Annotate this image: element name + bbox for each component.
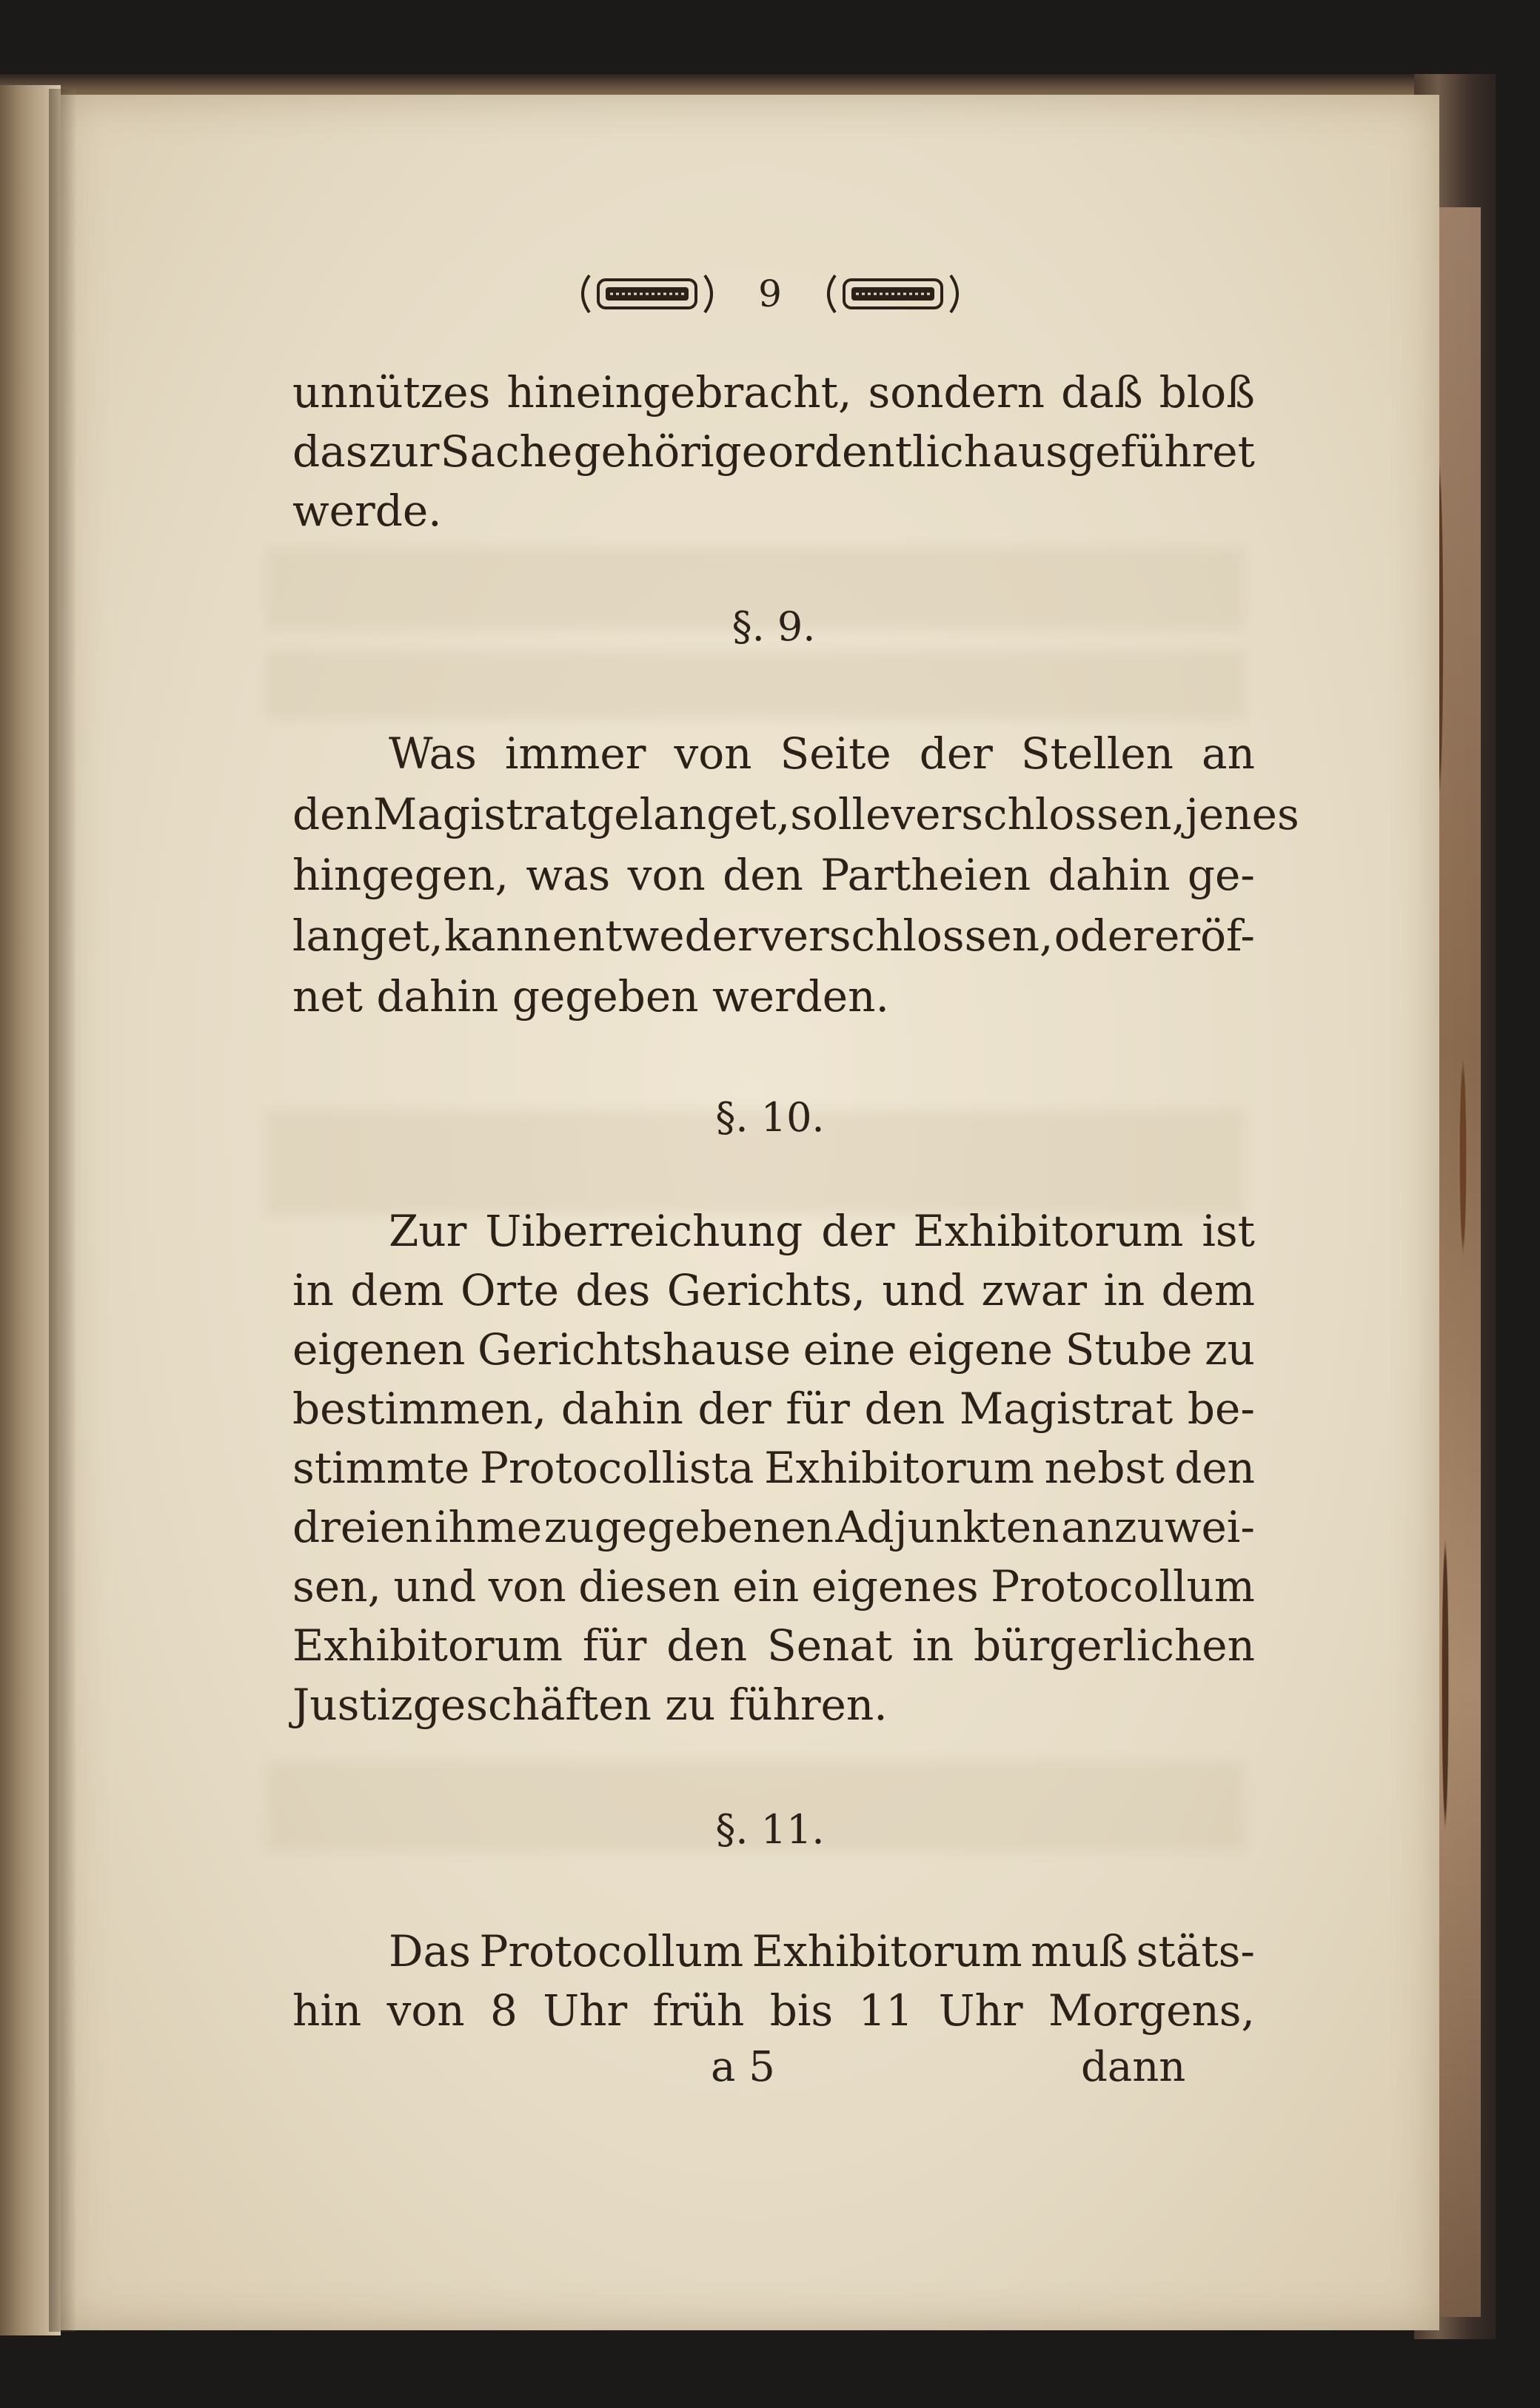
word: eröf- bbox=[1154, 910, 1255, 961]
word: Protocollum bbox=[991, 1561, 1255, 1612]
section-heading-11: §. 11. bbox=[715, 1806, 825, 1853]
word: von bbox=[488, 1561, 566, 1612]
text-line bbox=[292, 1617, 1255, 1674]
gutter-shadow bbox=[49, 89, 76, 2332]
word: zu bbox=[1205, 1324, 1255, 1375]
word: des bbox=[575, 1265, 651, 1315]
text-line: werde. bbox=[292, 486, 442, 536]
word: verschlossen, bbox=[758, 910, 1054, 961]
word: hingegen, bbox=[292, 850, 509, 900]
word: Sache bbox=[440, 426, 573, 477]
word: eigenen bbox=[292, 1324, 466, 1375]
text-line bbox=[292, 1203, 1255, 1259]
word: verschlossen, bbox=[891, 789, 1185, 839]
word: kann bbox=[443, 910, 552, 961]
word: ein bbox=[732, 1561, 800, 1612]
right-header-ornament-icon bbox=[819, 269, 967, 318]
word: unnützes bbox=[292, 367, 491, 417]
word: Exhibitorum bbox=[751, 1926, 1022, 1976]
word: sen, bbox=[292, 1561, 381, 1612]
text-line bbox=[292, 1499, 1255, 1555]
text-line: net dahin gegeben werden. bbox=[292, 971, 889, 1022]
word: und bbox=[393, 1561, 477, 1612]
word: dem bbox=[350, 1265, 444, 1315]
text-line bbox=[292, 847, 1255, 903]
word: Stube bbox=[1065, 1324, 1193, 1375]
word: zwar bbox=[981, 1265, 1088, 1315]
text-line bbox=[292, 1262, 1255, 1318]
word: ihme bbox=[434, 1502, 543, 1552]
word: Magistrat bbox=[372, 789, 587, 839]
word: stimmte bbox=[292, 1443, 470, 1493]
word: Morgens, bbox=[1048, 1985, 1255, 2036]
word: langet, bbox=[292, 910, 443, 961]
word: Senat bbox=[766, 1620, 893, 1671]
running-header bbox=[518, 261, 1022, 327]
word: was bbox=[526, 850, 611, 900]
word: Exhibitorum bbox=[913, 1206, 1184, 1256]
word: eigene bbox=[907, 1324, 1053, 1375]
word: Exhibitorum bbox=[764, 1443, 1035, 1493]
show-through bbox=[267, 651, 1244, 718]
word: Zur bbox=[389, 1206, 467, 1256]
word: bis bbox=[769, 1985, 834, 2036]
word: Orte bbox=[460, 1265, 559, 1315]
word: ist bbox=[1202, 1206, 1255, 1256]
word: Protocollista bbox=[479, 1443, 754, 1493]
word: ausgeführet bbox=[992, 426, 1255, 477]
word: oder bbox=[1054, 910, 1154, 961]
text-line bbox=[292, 786, 1299, 842]
word: Gerichts, bbox=[666, 1265, 866, 1315]
word: von bbox=[386, 1985, 465, 2036]
word: 11 bbox=[858, 1985, 914, 2036]
word: gelanget, bbox=[586, 789, 791, 839]
word: eigenes bbox=[811, 1561, 979, 1612]
word: ordentlich bbox=[768, 426, 991, 477]
word: den bbox=[1174, 1443, 1255, 1493]
text-line: Justizgeschäften zu führen. bbox=[292, 1680, 888, 1730]
word: von bbox=[674, 728, 752, 779]
catchword: dann bbox=[1081, 2043, 1186, 2091]
word: und bbox=[882, 1265, 965, 1315]
word: der bbox=[919, 728, 993, 779]
word: in bbox=[292, 1265, 334, 1315]
word: für bbox=[582, 1620, 647, 1671]
word: hin bbox=[292, 1985, 362, 2036]
word: der bbox=[821, 1206, 895, 1256]
word: eine bbox=[803, 1324, 896, 1375]
word: Uhr bbox=[938, 1985, 1023, 2036]
word: immer bbox=[504, 728, 646, 779]
word: entweder bbox=[552, 910, 758, 961]
word: an bbox=[1201, 728, 1255, 779]
text-line bbox=[292, 364, 1255, 420]
word: stäts- bbox=[1136, 1926, 1255, 1976]
word: der bbox=[697, 1384, 771, 1434]
word: daß bbox=[1061, 367, 1143, 417]
text-line bbox=[292, 908, 1255, 964]
word: bürgerlichen bbox=[973, 1620, 1255, 1671]
text-line bbox=[292, 1558, 1255, 1614]
word: für bbox=[786, 1384, 850, 1434]
word: ge- bbox=[1187, 850, 1255, 900]
word: Exhibitorum bbox=[292, 1620, 563, 1671]
word: zur bbox=[368, 426, 440, 477]
text-line bbox=[292, 725, 1255, 782]
word: Uhr bbox=[543, 1985, 628, 2036]
word: bestimmen, bbox=[292, 1384, 547, 1434]
left-header-ornament-icon bbox=[573, 269, 721, 318]
word: Was bbox=[389, 728, 477, 779]
word: Seite bbox=[780, 728, 891, 779]
word: dahin bbox=[1048, 850, 1171, 900]
word: Magistrat bbox=[959, 1384, 1174, 1434]
text-line bbox=[292, 1381, 1255, 1437]
word: Stellen bbox=[1020, 728, 1174, 779]
word: muß bbox=[1031, 1926, 1128, 1976]
word: 8 bbox=[489, 1985, 518, 2036]
text-line bbox=[292, 1440, 1255, 1496]
text-line bbox=[292, 423, 1255, 480]
word: das bbox=[292, 426, 368, 477]
word: jenes bbox=[1185, 789, 1299, 839]
text-line bbox=[292, 1321, 1255, 1378]
word: bloß bbox=[1159, 367, 1255, 417]
section-heading-10: §. 10. bbox=[715, 1094, 825, 1141]
word: dem bbox=[1161, 1265, 1255, 1315]
word: zugegebenen bbox=[543, 1502, 834, 1552]
page-number: 9 bbox=[758, 272, 782, 315]
word: anzuwei- bbox=[1060, 1502, 1255, 1552]
word: den bbox=[723, 850, 803, 900]
word: den bbox=[864, 1384, 945, 1434]
word: Partheien bbox=[820, 850, 1031, 900]
word: den bbox=[666, 1620, 748, 1671]
word: hineingebracht, bbox=[506, 367, 852, 417]
word: nebst bbox=[1044, 1443, 1165, 1493]
word: Gerichtshause bbox=[477, 1324, 791, 1375]
word: Das bbox=[389, 1926, 471, 1976]
word: sondern bbox=[868, 367, 1045, 417]
word: dreien bbox=[292, 1502, 433, 1552]
word: von bbox=[627, 850, 706, 900]
word: Adjunkten bbox=[835, 1502, 1059, 1552]
word: solle bbox=[790, 789, 891, 839]
word: Uiberreichung bbox=[485, 1206, 803, 1256]
word: Protocollum bbox=[479, 1926, 744, 1976]
word: dahin bbox=[560, 1384, 683, 1434]
word: be- bbox=[1187, 1384, 1255, 1434]
word: den bbox=[292, 789, 373, 839]
word: in bbox=[1103, 1265, 1145, 1315]
text-line bbox=[292, 1982, 1255, 2039]
text-line bbox=[292, 1923, 1255, 1979]
word: gehörige bbox=[573, 426, 767, 477]
word: in bbox=[912, 1620, 954, 1671]
word: früh bbox=[652, 1985, 745, 2036]
section-heading-9: §. 9. bbox=[732, 603, 816, 650]
signature-mark: a 5 bbox=[711, 2043, 775, 2091]
word: diesen bbox=[578, 1561, 720, 1612]
